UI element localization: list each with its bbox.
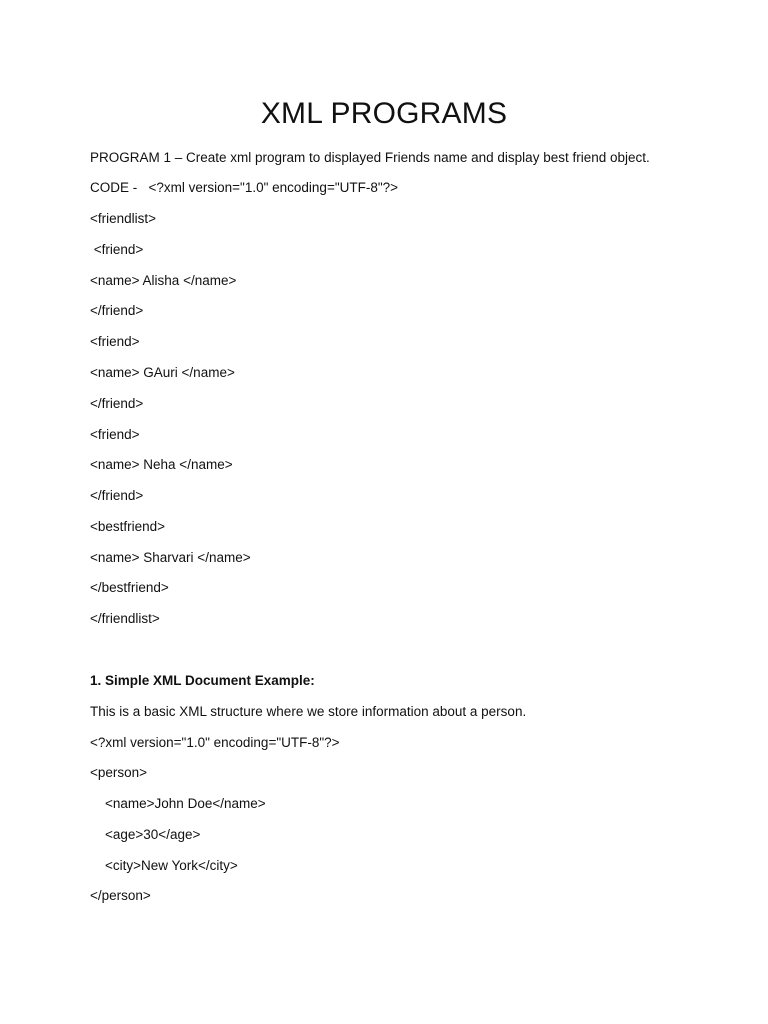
code-line: <city>New York</city>: [90, 858, 238, 873]
code-line: <name> GAuri </name>: [90, 365, 235, 380]
code-line: <friendlist>: [90, 211, 157, 226]
code-line: </friend>: [90, 303, 144, 318]
code-line: <bestfriend>: [90, 519, 166, 534]
code-line: <name>John Doe</name>: [90, 796, 266, 811]
code-line: </friend>: [90, 396, 144, 411]
code-line: </friend>: [90, 488, 144, 503]
code-line: <person>: [90, 765, 148, 780]
code-line: </friendlist>: [90, 611, 160, 626]
program-1-heading: PROGRAM 1 – Create xml program to displayed Friends name and display best friend object.: [90, 150, 650, 165]
code-line: CODE - <?xml version="1.0" encoding="UTF-8"?>: [90, 180, 399, 195]
code-line: <name> Alisha </name>: [90, 273, 237, 288]
page-title: XML PROGRAMS: [260, 97, 508, 130]
code-line: <name> Sharvari </name>: [90, 550, 251, 565]
example-1-description: This is a basic XML structure where we store information about a person.: [90, 704, 527, 719]
code-line: <friend>: [90, 427, 140, 442]
code-line: <?xml version="1.0" encoding="UTF-8"?>: [90, 735, 340, 750]
code-line: <friend>: [90, 242, 144, 257]
code-line: <name> Neha </name>: [90, 457, 233, 472]
example-1-heading: 1. Simple XML Document Example:: [90, 673, 315, 688]
code-line: <age>30</age>: [90, 827, 201, 842]
code-line: <friend>: [90, 334, 140, 349]
code-line: </bestfriend>: [90, 580, 169, 595]
code-line: </person>: [90, 888, 151, 903]
